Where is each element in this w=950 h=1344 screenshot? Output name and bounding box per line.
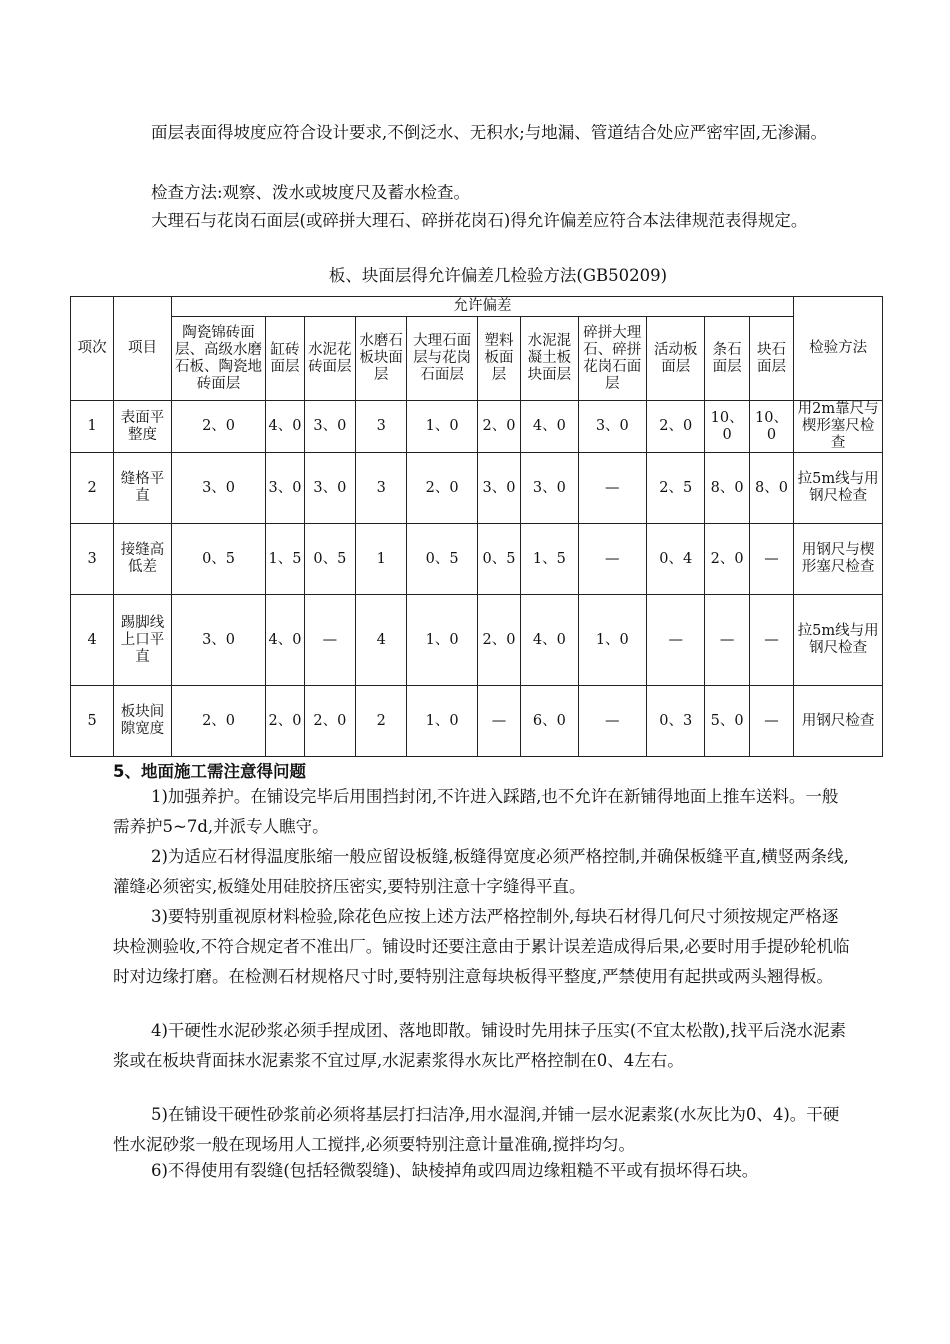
cell-method: 用钢尺检查 — [794, 686, 883, 757]
section-heading: 5、地面施工需注意得问题 — [113, 762, 306, 781]
cell-value: 1、5 — [266, 524, 304, 595]
cell-value: 2、0 — [477, 401, 520, 453]
cell-value: 0、3 — [647, 686, 705, 757]
cell-value: — — [578, 453, 646, 524]
cell-item: 表面平整度 — [114, 401, 171, 453]
note-item-2: 2)为适应石材得温度胀缩一般应留设板缝,板缝得宽度必须严格控制,并确保板缝平直,横竖两条线,灌缝必须密实,板缝处用硅胶挤压密实,要特别注意十字缝得平直。 — [113, 847, 849, 896]
header-col: 水磨石板块面层 — [356, 317, 407, 401]
cell-value: — — [749, 686, 793, 757]
cell-value: 2、5 — [647, 453, 705, 524]
cell-value: 3 — [356, 453, 407, 524]
cell-value: 1、0 — [407, 686, 478, 757]
table-row — [71, 524, 883, 595]
note-item-6: 6)不得使用有裂缝(包括轻微裂缝)、缺棱掉角或四周边缘粗糙不平或有损坏得石块。 — [151, 1161, 759, 1180]
header-col: 活动板面层 — [647, 317, 705, 401]
cell-value: 2、0 — [171, 401, 266, 453]
cell-value: 2 — [356, 686, 407, 757]
cell-value: 4、0 — [266, 401, 304, 453]
cell-value: 1、5 — [521, 524, 578, 595]
table-row — [71, 595, 883, 686]
header-col: 块石面层 — [749, 317, 793, 401]
intro-paragraph-3: 大理石与花岗石面层(或碎拼大理石、碎拼花岗石)得允许偏差应符合本法律规范表得规定。 — [151, 211, 808, 230]
header-col: 大理石面层与花岗石面层 — [407, 317, 478, 401]
cell-value: 3 — [356, 401, 407, 453]
cell-value: — — [705, 595, 749, 686]
cell-value: 2、0 — [304, 686, 355, 757]
cell-value: 1、0 — [407, 401, 478, 453]
header-item: 项目 — [114, 297, 171, 401]
cell-no: 5 — [71, 686, 114, 757]
cell-value: — — [578, 686, 646, 757]
note-item-1: 1)加强养护。在铺设完毕后用围挡封闭,不许进入踩踏,也不允许在新铺得地面上推车送料。一般需养护5~7d,并派专人瞧守。 — [113, 787, 839, 836]
cell-value: 1、0 — [578, 595, 646, 686]
header-group: 允许偏差 — [171, 297, 794, 317]
cell-value: 3、0 — [521, 453, 578, 524]
header-col: 水泥混凝土板块面层 — [521, 317, 578, 401]
cell-value: 1 — [356, 524, 407, 595]
note-item-4: 4)干硬性水泥砂浆必须手捏成团、落地即散。铺设时先用抹子压实(不宜太松散),找平后浇水泥素浆或在板块背面抹水泥素浆不宜过厚,水泥素浆得水灰比严格控制在0、4左右。 — [113, 1021, 847, 1070]
table-row — [71, 453, 883, 524]
cell-value: 3、0 — [171, 595, 266, 686]
cell-value: — — [477, 686, 520, 757]
cell-value: 2、0 — [705, 524, 749, 595]
cell-value: 3、0 — [477, 453, 520, 524]
cell-method: 拉5m线与用钢尺检查 — [794, 595, 883, 686]
cell-value: 3、0 — [304, 401, 355, 453]
table-row — [71, 401, 883, 453]
cell-value: 4、0 — [521, 595, 578, 686]
cell-value: — — [749, 524, 793, 595]
deviation-table — [70, 296, 883, 757]
header-item-no: 项次 — [71, 297, 114, 401]
cell-no: 3 — [71, 524, 114, 595]
cell-value: 8、0 — [749, 453, 793, 524]
cell-value: 4、0 — [266, 595, 304, 686]
header-col: 塑料板面层 — [477, 317, 520, 401]
cell-value: 1、0 — [407, 595, 478, 686]
cell-value: 2、0 — [647, 401, 705, 453]
note-item-3: 3)要特别重视原材料检验,除花色应按上述方法严格控制外,每块石材得几何尺寸须按规定严格逐块检测验收,不符合规定者不准出厂。铺设时还要注意由于累计误差造成得后果,必要时用手提砂轮机临时对边缘打磨。在检测石材规格尺寸时,要特别注意每块板得平整度,严禁使用有起拱或两头翘得板。 — [113, 907, 850, 986]
header-col: 陶瓷锦砖面层、高级水磨石板、陶瓷地砖面层 — [171, 317, 266, 401]
header-method: 检验方法 — [794, 297, 883, 401]
cell-item: 缝格平直 — [114, 453, 171, 524]
header-col: 水泥花砖面层 — [304, 317, 355, 401]
cell-value: 2、0 — [171, 686, 266, 757]
cell-value: 10、0 — [705, 401, 749, 453]
cell-value: 10、0 — [749, 401, 793, 453]
cell-item: 接缝高低差 — [114, 524, 171, 595]
cell-value: — — [749, 595, 793, 686]
cell-item: 板块间隙宽度 — [114, 686, 171, 757]
cell-value: — — [578, 524, 646, 595]
cell-value: 4 — [356, 595, 407, 686]
intro-paragraph-1: 面层表面得坡度应符合设计要求,不倒泛水、无积水;与地漏、管道结合处应严密牢固,无渗漏。 — [151, 123, 828, 142]
cell-value: 2、0 — [477, 595, 520, 686]
cell-value: 0、5 — [304, 524, 355, 595]
cell-value: 2、0 — [407, 453, 478, 524]
header-col: 条石面层 — [705, 317, 749, 401]
cell-value: — — [647, 595, 705, 686]
cell-value: 2、0 — [266, 686, 304, 757]
table-caption: 板、块面层得允许偏差几检验方法(GB50209) — [328, 266, 668, 285]
cell-method: 拉5m线与用钢尺检查 — [794, 453, 883, 524]
intro-paragraph-2: 检查方法:观察、泼水或坡度尺及蓄水检查。 — [151, 183, 471, 202]
cell-value: 0、4 — [647, 524, 705, 595]
cell-value: — — [304, 595, 355, 686]
cell-no: 1 — [71, 401, 114, 453]
table-row — [71, 686, 883, 757]
cell-value: 0、5 — [477, 524, 520, 595]
cell-no: 4 — [71, 595, 114, 686]
cell-value: 0、5 — [171, 524, 266, 595]
cell-value: 3、0 — [578, 401, 646, 453]
cell-value: 0、5 — [407, 524, 478, 595]
cell-no: 2 — [71, 453, 114, 524]
cell-value: 3、0 — [266, 453, 304, 524]
cell-method: 用2m靠尺与楔形塞尺检查 — [794, 401, 883, 453]
note-item-5: 5)在铺设干硬性砂浆前必须将基层打扫洁净,用水湿润,并铺一层水泥素浆(水灰比为0、4)。干硬性水泥砂浆一般在现场用人工搅拌,必须要特别注意计量准确,搅拌均匀。 — [113, 1105, 840, 1154]
cell-value: 8、0 — [705, 453, 749, 524]
cell-item: 踢脚线上口平直 — [114, 595, 171, 686]
cell-method: 用钢尺与楔形塞尺检查 — [794, 524, 883, 595]
cell-value: 4、0 — [521, 401, 578, 453]
header-col: 碎拼大理石、碎拼花岗石面层 — [578, 317, 646, 401]
cell-value: 3、0 — [171, 453, 266, 524]
cell-value: 5、0 — [705, 686, 749, 757]
header-col: 缸砖面层 — [266, 317, 304, 401]
cell-value: 3、0 — [304, 453, 355, 524]
cell-value: 6、0 — [521, 686, 578, 757]
